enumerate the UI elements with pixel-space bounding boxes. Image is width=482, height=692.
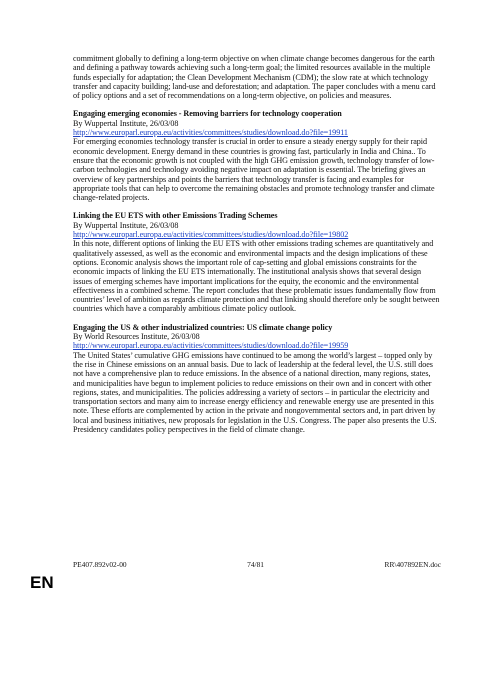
study-entry-2: [73, 211, 441, 313]
entry-title: Engaging the US & other industrialized countries: US climate change policy: [73, 322, 333, 332]
study-entry-3: [73, 323, 441, 435]
entry-download-link[interactable]: http://www.europarl.europa.eu/activities/committees/studies/download.do?file=19911: [73, 128, 348, 138]
entry-download-link[interactable]: http://www.europarl.europa.eu/activities/committees/studies/download.do?file=19959: [73, 341, 349, 351]
document-page: [73, 54, 441, 434]
entry-summary: The United States’ cumulative GHG emissions have continued to be among the world’s largest – topped only by the rise in Chinese emissions on an annual basis. Due to lack of leadership at the federal level, the U.S. still does not have a comprehensive plan to reduce emissions. In the absence of a national direction, many regions, states, and municipalities have begun to implement policies to reduce emissions on their own and in concert with other regions, states, and municipalities. The policies addressing a variety of sectors – in particular the electricity and transportation sectors and many aim to increase energy efficiency and renewable energy use are presented in this note. These efforts are complemented by action in the private and nongovernmental sectors and, in part driven by local and business initiatives, new proposals for legislation in the U.S. Congress. The paper also presents the U.S. Presidency candidates policy perspectives in the field of climate change.: [73, 350, 437, 434]
study-entry-1: [73, 109, 441, 202]
entry-author-date: By World Resources Institute, 26/03/08: [73, 332, 200, 342]
page-footer: [73, 560, 441, 569]
entry-summary: In this note, different options of linking the EU ETS with other emissions trading schemes are quantitatively and qualitatively assessed, as well as the economic and environmental impacts and the design implications of these options. Economic analysis shows the important role of cap-setting and global emissions constraints for the economic impacts of linking the EU ETS internationally. The institutional analysis shows that several design issues of emerging schemes have important implications for the equity, the economic and the environmental effectiveness in a combined scheme. The report concludes that these problematic issues fundamentally flow from countries’ level of ambition as regards climate protection and that linking should therefore only be sought between countries which have a comparably ambitious climate policy outlook.: [73, 239, 440, 314]
entry-author-date: By Wuppertal Institute, 26/03/08: [73, 220, 179, 230]
footer-page-number: 74/81: [247, 560, 264, 569]
entry-download-link[interactable]: http://www.europarl.europa.eu/activities/committees/studies/download.do?file=19802: [73, 230, 349, 240]
footer-document-reference: PE407.892v02-00: [73, 560, 127, 569]
entry-summary: For emerging economies technology transfer is crucial in order to ensure a steady energy supply for their rapid economic development. Energy demand in these countries is growing fast, particularly in India and China.. To ensure that the economic growth is not coupled with the high GHG emission growth, technology transfer of low-carbon technologies and technology avoiding negative impact on adaptation is essential. The briefing gives an overview of key partnerships and points the barriers that technology transfer is facing and examples for appropriate tools that can help to overcome the remaining obstacles and promote technology transfer and climate change-related projects.: [73, 137, 435, 203]
entry-title: Linking the EU ETS with other Emissions Trading Schemes: [73, 211, 278, 221]
footer-file-name: RR\407892EN.doc: [384, 560, 441, 569]
entry-author-date: By Wuppertal Institute, 26/03/08: [73, 118, 179, 128]
language-marker: EN: [30, 573, 54, 592]
entry-title: Engaging emerging economies - Removing barriers for technology cooperation: [73, 109, 342, 119]
intro-paragraph: commitment globally to defining a long-term objective on when climate change becomes dangerous for the earth and defining a pathway towards achieving such a long-term goal; the limited resources available in the multiple funds especially for adaptation; the Clean Development Mechanism (CDM); the slow rate at which technology transfer and capacity building; land-use and deforestation; and adaptation. The paper concludes with a menu card of policy options and a set of recommendations on a long-term objective, on policies and measures.: [73, 54, 436, 101]
